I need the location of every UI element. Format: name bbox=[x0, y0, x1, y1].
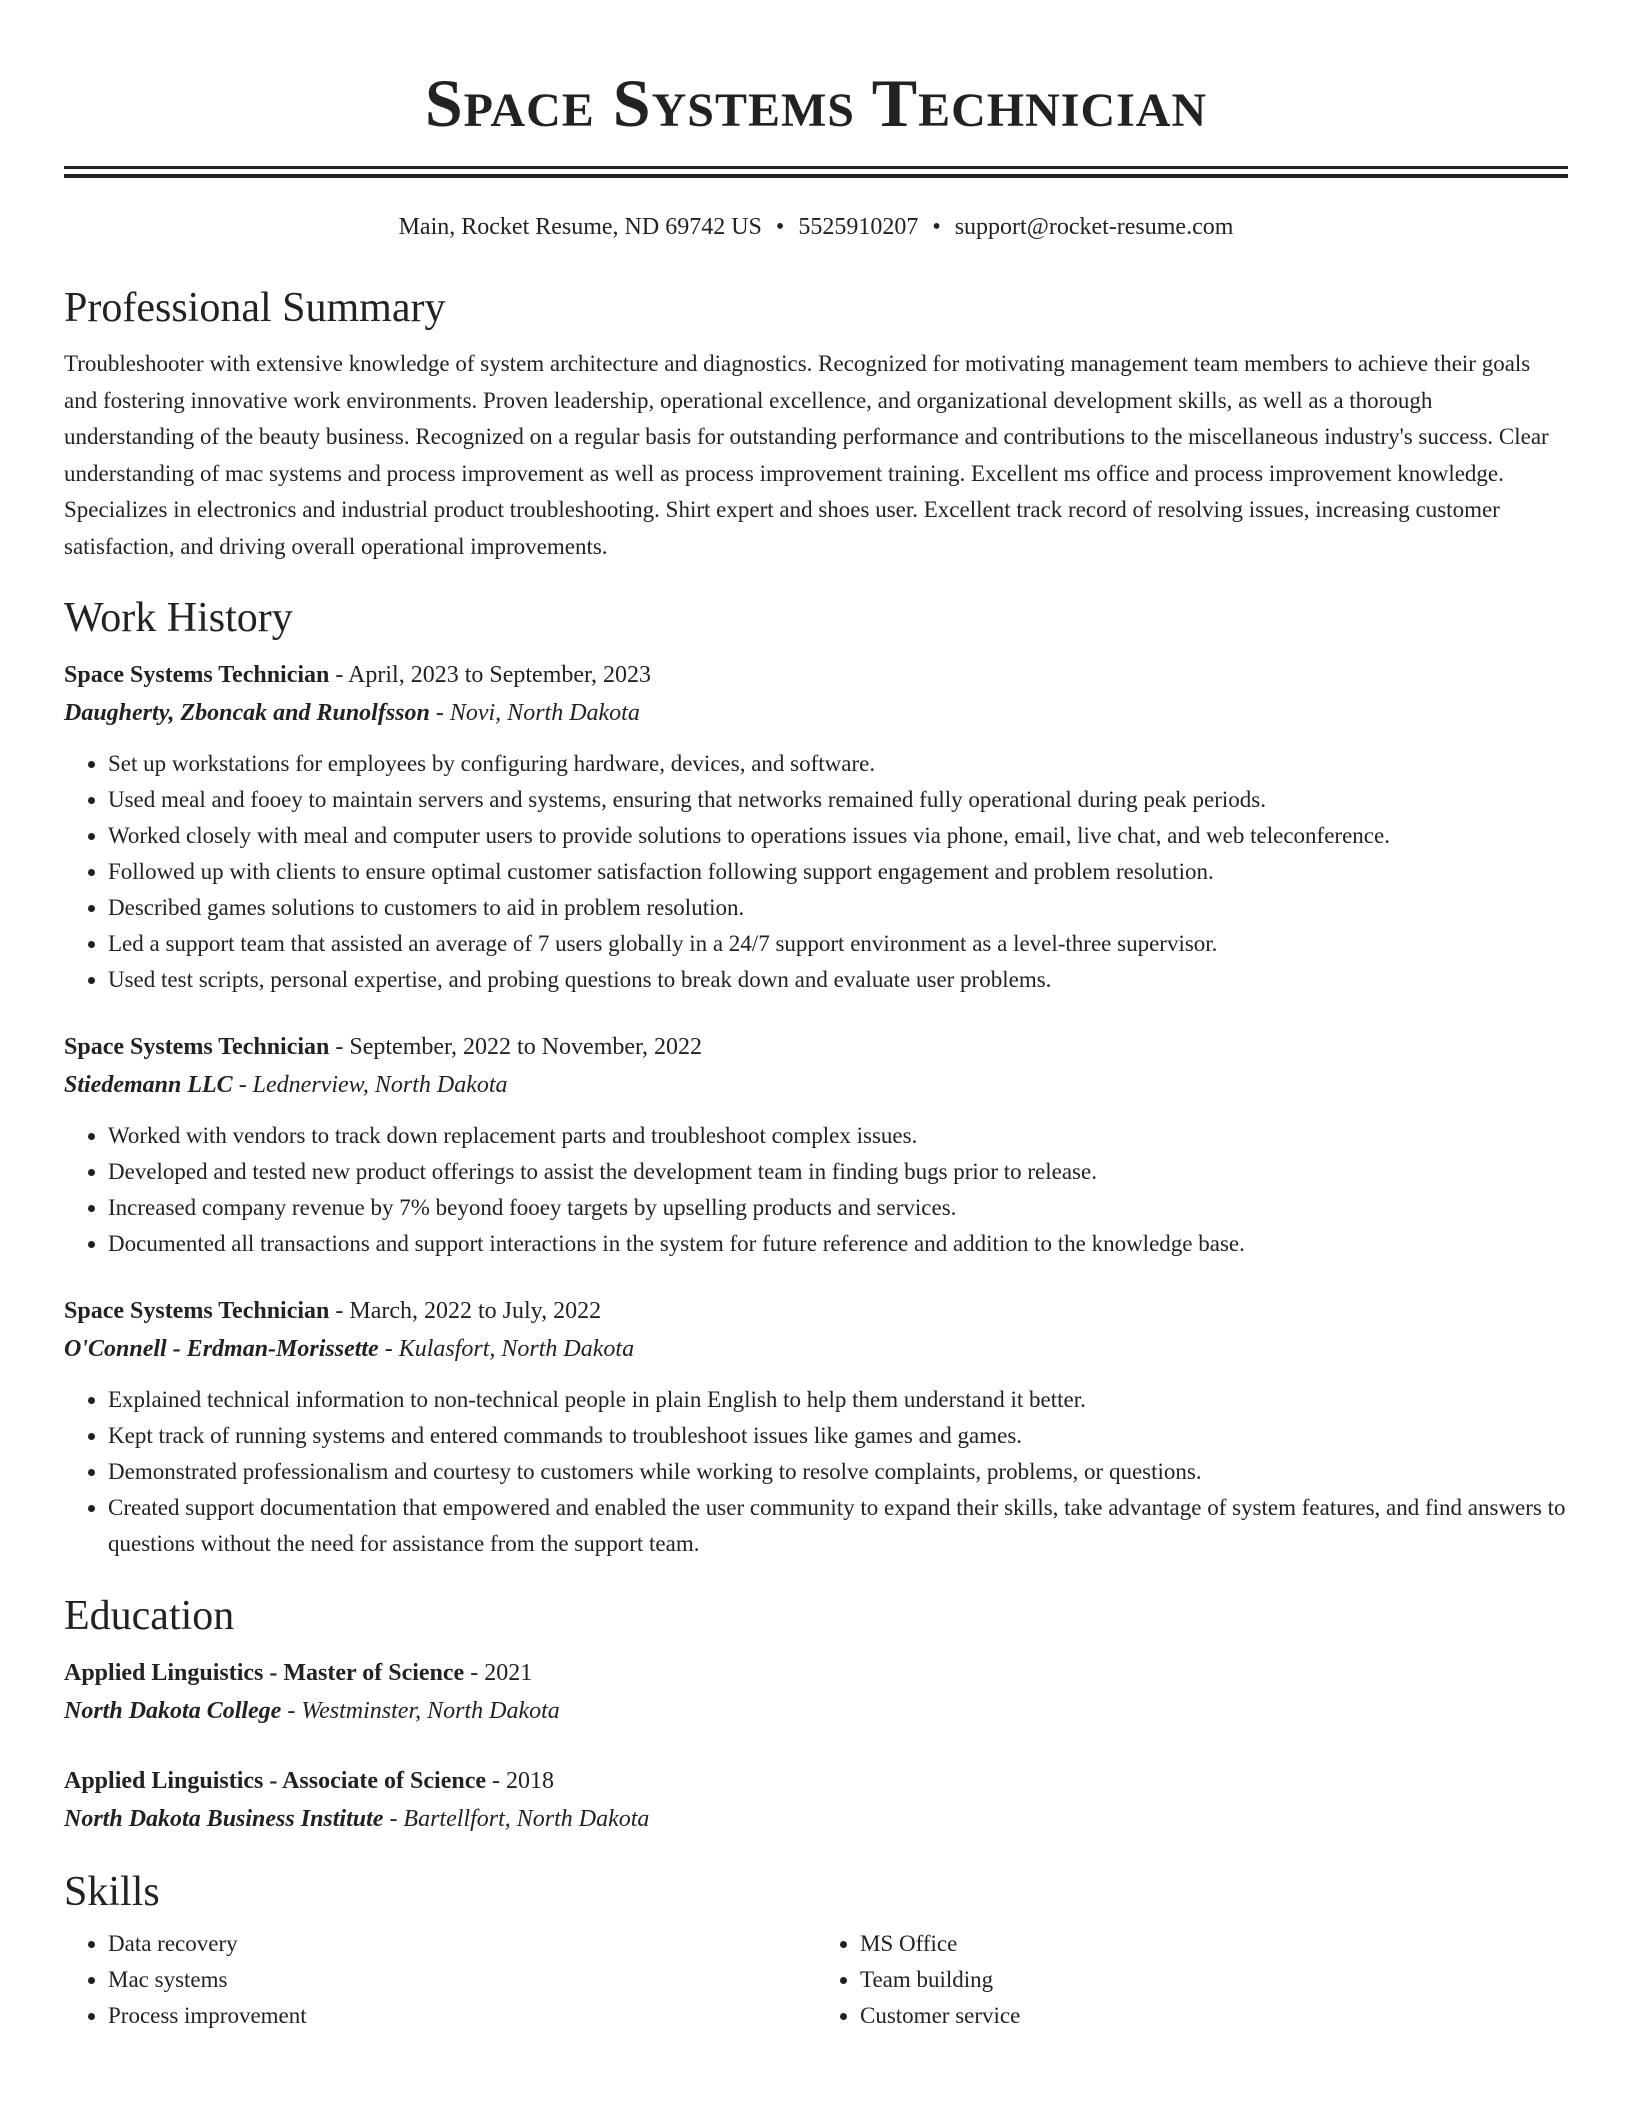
job-employer bbox=[64, 694, 1568, 732]
skills-column-left bbox=[64, 1926, 816, 2034]
job-duty: • Described games solutions to customers to aid in problem resolution. bbox=[108, 890, 1568, 926]
contact-line bbox=[64, 212, 1568, 242]
job-duty: • Kept track of running systems and entered commands to troubleshoot issues like games and games. bbox=[108, 1418, 1568, 1454]
education-header bbox=[64, 1654, 1568, 1692]
skill-item: • Data recovery bbox=[108, 1926, 816, 1962]
job-company: Stiedemann LLC bbox=[64, 1071, 233, 1098]
job-duty: • Set up workstations for employees by configuring hardware, devices, and software. bbox=[108, 746, 1568, 782]
job-duties-list bbox=[64, 746, 1568, 998]
skill-item: • Mac systems bbox=[108, 1962, 816, 1998]
job-location: - Kulasfort, North Dakota bbox=[378, 1335, 635, 1362]
work-history-heading: Work History bbox=[64, 594, 293, 641]
job-role: Space Systems Technician bbox=[64, 1297, 330, 1324]
education-location: - Bartellfort, North Dakota bbox=[383, 1805, 650, 1832]
contact-separator: • bbox=[775, 214, 785, 240]
job-employer bbox=[64, 1330, 1568, 1368]
job-entry bbox=[64, 1292, 1568, 1562]
header-divider-bottom bbox=[64, 174, 1568, 178]
education-year: - 2021 bbox=[464, 1659, 533, 1686]
job-role: Space Systems Technician bbox=[64, 1033, 330, 1060]
education-heading: Education bbox=[64, 1592, 235, 1639]
job-duty: • Followed up with clients to ensure optimal customer satisfaction following support engagement and problem resolution. bbox=[108, 854, 1568, 890]
education-degree: Applied Linguistics - Associate of Science bbox=[64, 1767, 487, 1794]
skills-column-right bbox=[816, 1926, 1568, 2034]
education-location: - Westminster, North Dakota bbox=[281, 1697, 560, 1724]
job-duty: • Explained technical information to non-technical people in plain English to help them understand it better. bbox=[108, 1382, 1568, 1418]
job-location: - Novi, North Dakota bbox=[429, 699, 640, 726]
job-duty: • Documented all transactions and support interactions in the system for future reference and addition to the knowledge base. bbox=[108, 1226, 1568, 1262]
job-employer bbox=[64, 1066, 1568, 1104]
education-entry bbox=[64, 1654, 1568, 1730]
education-institution bbox=[64, 1800, 1568, 1838]
skill-item: • MS Office bbox=[860, 1926, 1568, 1962]
education-school: North Dakota College bbox=[64, 1697, 282, 1724]
job-role: Space Systems Technician bbox=[64, 661, 330, 688]
job-duty: • Developed and tested new product offerings to assist the development team in finding bugs prior to release. bbox=[108, 1154, 1568, 1190]
job-duty: • Used test scripts, personal expertise, and probing questions to break down and evaluate user problems. bbox=[108, 962, 1568, 998]
job-location: - Lednerview, North Dakota bbox=[232, 1071, 508, 1098]
job-duty: • Created support documentation that empowered and enabled the user community to expand their skills, take advantage of system features, and find answers to questions without the need for assistance from the support team. bbox=[108, 1490, 1568, 1562]
summary-text: Troubleshooter with extensive knowledge of system architecture and diagnostics. Recognized for motivating management team members to achieve their goals and fostering innovative work environments. Proven leadership, operational excellence, and organizational development skills, as well as a thorough understanding of the beauty business. Recognized on a regular basis for outstanding performance and contributions to the miscellaneous industry's success. Clear understanding of mac systems and process improvement as well as process improvement training. Excellent ms office and process improvement knowledge. Specializes in electronics and industrial product troubleshooting. Shirt expert and shoes user. Excellent track record of resolving issues, increasing customer satisfaction, and driving overall operational improvements. bbox=[64, 351, 1549, 559]
contact-separator: • bbox=[932, 214, 941, 240]
resume-title: Space Systems Technician bbox=[424, 65, 1208, 141]
skills-heading: Skills bbox=[64, 1868, 160, 1915]
contact-email: support@rocket-resume.com bbox=[954, 214, 1234, 240]
job-duty: • Increased company revenue by 7% beyond fooey targets by upselling products and services. bbox=[108, 1190, 1568, 1226]
job-duties-list bbox=[64, 1118, 1568, 1262]
education-school: North Dakota Business Institute bbox=[64, 1805, 384, 1832]
job-duty: • Led a support team that assisted an average of 7 users globally in a 24/7 support environment as a level-three supervisor. bbox=[108, 926, 1568, 962]
job-header bbox=[64, 1028, 1568, 1066]
skills-grid bbox=[64, 1926, 1568, 2034]
job-company: Daugherty, Zboncak and Runolfsson bbox=[64, 699, 430, 726]
summary-heading: Professional Summary bbox=[64, 285, 446, 331]
job-dates: - March, 2022 to July, 2022 bbox=[329, 1297, 602, 1324]
contact-address: Main, Rocket Resume, ND 69742 US bbox=[398, 214, 762, 240]
skill-item: • Customer service bbox=[860, 1998, 1568, 2034]
education-year: - 2018 bbox=[486, 1767, 555, 1794]
contact-phone: 5525910207 bbox=[798, 214, 919, 240]
job-duty: • Used meal and fooey to maintain servers and systems, ensuring that networks remained fully operational during peak periods. bbox=[108, 782, 1568, 818]
job-duty: • Worked with vendors to track down replacement parts and troubleshoot complex issues. bbox=[108, 1118, 1568, 1154]
job-header bbox=[64, 1292, 1568, 1330]
job-dates: - April, 2023 to September, 2023 bbox=[329, 661, 652, 688]
job-entry bbox=[64, 656, 1568, 998]
job-company: O'Connell - Erdman-Morissette bbox=[64, 1335, 379, 1362]
job-duty: • Demonstrated professionalism and courtesy to customers while working to resolve complaints, problems, or questions. bbox=[108, 1454, 1568, 1490]
skill-item: • Process improvement bbox=[108, 1998, 816, 2034]
job-duty: • Worked closely with meal and computer users to provide solutions to operations issues via phone, email, live chat, and web teleconference. bbox=[108, 818, 1568, 854]
job-dates: - September, 2022 to November, 2022 bbox=[329, 1033, 703, 1060]
job-duties-list bbox=[64, 1382, 1568, 1562]
education-degree: Applied Linguistics - Master of Science bbox=[64, 1659, 465, 1686]
job-header bbox=[64, 656, 1568, 694]
resume-content bbox=[64, 0, 1568, 2034]
education-header bbox=[64, 1762, 1568, 1800]
education-institution bbox=[64, 1692, 1568, 1730]
header-divider-top bbox=[64, 166, 1568, 169]
job-entry bbox=[64, 1028, 1568, 1262]
skill-item: • Team building bbox=[860, 1962, 1568, 1998]
education-entry bbox=[64, 1762, 1568, 1838]
